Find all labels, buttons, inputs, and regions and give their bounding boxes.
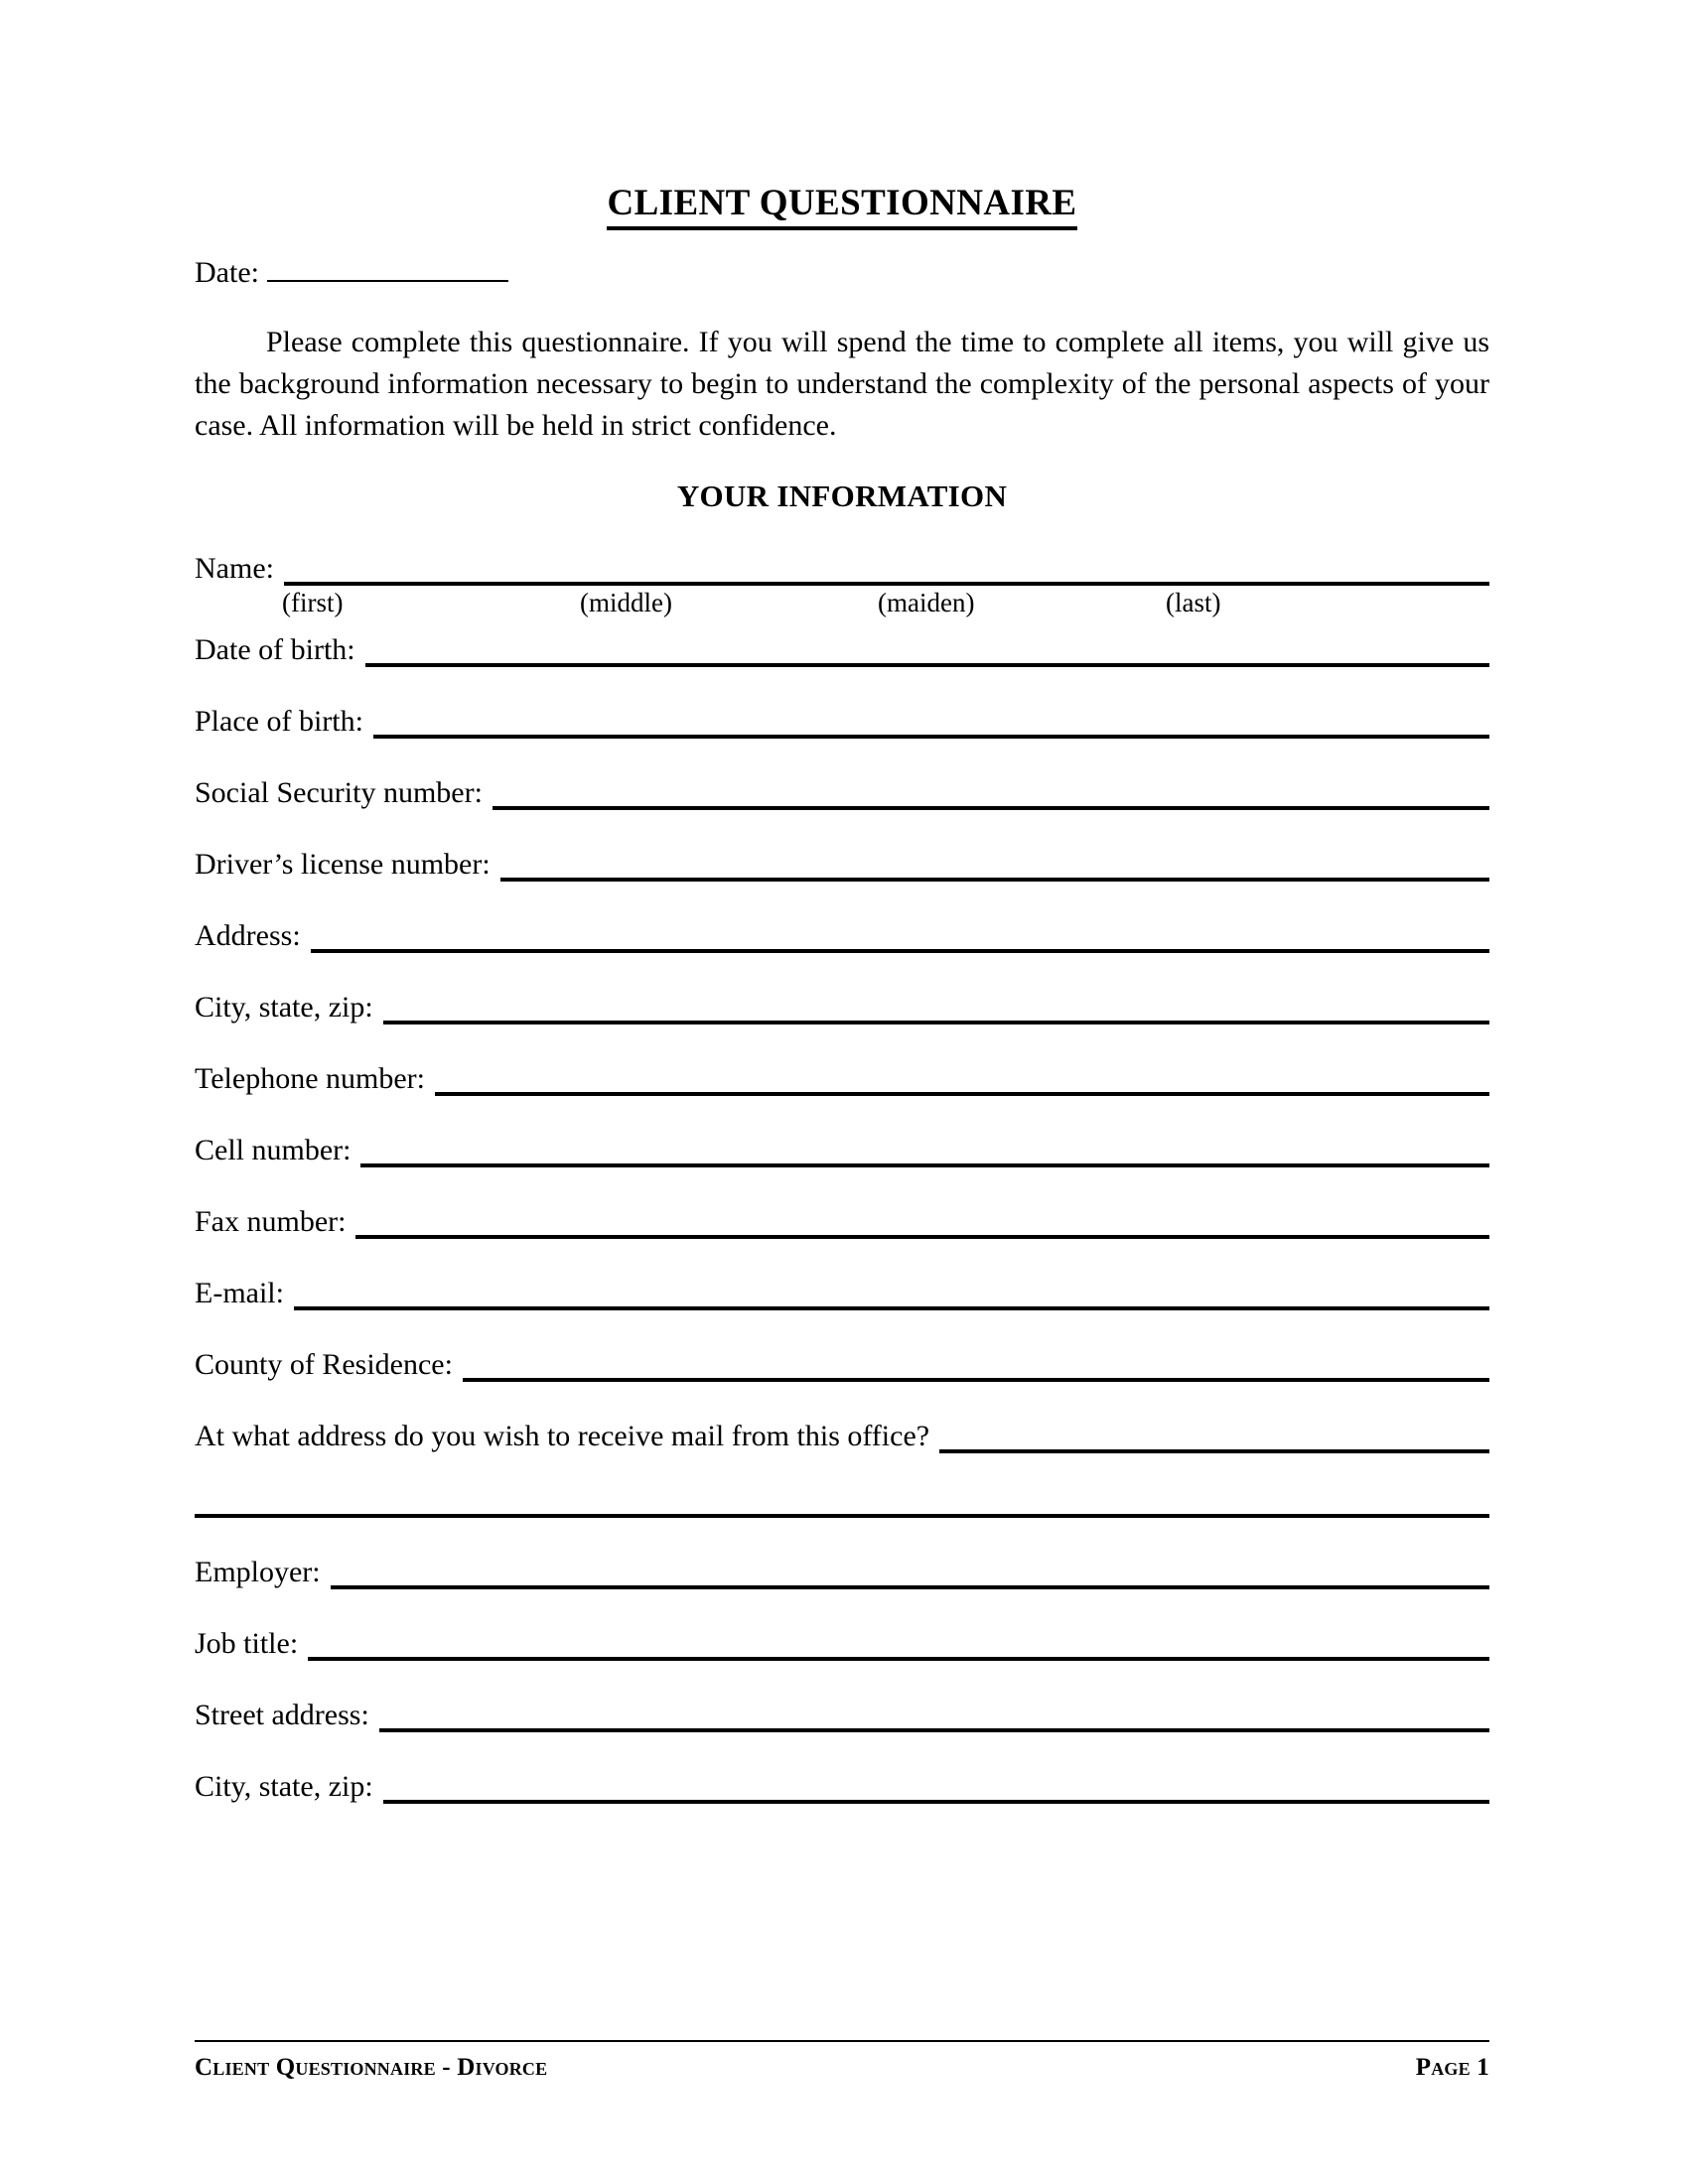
field-label-employer-employer: Employer:	[195, 1556, 321, 1588]
name-sub-labels	[195, 586, 1489, 625]
date-label: Date:	[195, 256, 259, 289]
spacer	[195, 514, 1489, 544]
spacer	[195, 1589, 1489, 1619]
field-row-employer-street-address	[195, 1691, 1489, 1732]
field-row-social-security-number	[195, 768, 1489, 810]
field-list	[195, 625, 1489, 1483]
footer-page-number: Page 1	[1415, 2054, 1489, 2081]
field-row-address	[195, 911, 1489, 953]
field-row-city-state-zip	[195, 983, 1489, 1024]
name-sub-label-last: (last)	[1166, 588, 1221, 617]
field-row-employer-job-title	[195, 1619, 1489, 1661]
field-label-employer-street-address: Street address:	[195, 1699, 369, 1731]
page-footer	[195, 2040, 1489, 2082]
document-content	[195, 0, 1489, 2184]
spacer	[195, 1310, 1489, 1340]
field-input-at-what-address-do-you-wish-to-receive-m[interactable]	[939, 1422, 1489, 1453]
date-field-row	[195, 258, 1489, 288]
field-label-county-of-residence: County of Residence:	[195, 1348, 453, 1381]
field-row-fax-number	[195, 1197, 1489, 1239]
spacer	[195, 1453, 1489, 1483]
employer-field-list	[195, 1548, 1489, 1804]
field-label-driver-s-license-number: Driver’s license number:	[195, 848, 491, 881]
page-title-text: CLIENT QUESTIONNAIRE	[607, 183, 1076, 230]
field-input-name[interactable]	[284, 554, 1489, 586]
spacer	[195, 882, 1489, 911]
intro-paragraph: Please complete this questionnaire. If you will spend the time to complete all items, you will give us the background information necessary to begin to understand the complexity of the personal aspects of your case. All information will be held in strict confidence.	[195, 326, 1489, 442]
field-input-city-state-zip[interactable]	[383, 993, 1489, 1024]
footer-document-name: Client Questionnaire - Divorce	[195, 2054, 548, 2081]
spacer	[195, 1167, 1489, 1197]
field-input-county-of-residence[interactable]	[463, 1350, 1489, 1382]
field-input-cell-number[interactable]	[360, 1136, 1489, 1167]
name-sub-label-maiden: (maiden)	[878, 588, 975, 617]
field-label-date-of-birth: Date of birth:	[195, 633, 355, 666]
date-input-rule[interactable]	[267, 258, 508, 282]
field-input-telephone-number[interactable]	[435, 1064, 1489, 1096]
field-label-address: Address:	[195, 919, 301, 952]
spacer	[195, 739, 1489, 768]
field-row-telephone-number	[195, 1054, 1489, 1096]
spacer	[195, 810, 1489, 840]
spacer	[195, 667, 1489, 697]
field-row-e-mail	[195, 1269, 1489, 1310]
spacer	[195, 1483, 1489, 1513]
field-input-employer-employer[interactable]	[331, 1558, 1489, 1589]
page-title	[195, 0, 1489, 221]
field-input-e-mail[interactable]	[294, 1279, 1489, 1310]
field-label-at-what-address-do-you-wish-to-receive-m: At what address do you wish to receive mail from this office?	[195, 1420, 930, 1452]
field-row-place-of-birth	[195, 697, 1489, 739]
field-label-place-of-birth: Place of birth:	[195, 705, 363, 738]
field-row-cell-number	[195, 1126, 1489, 1167]
field-label-city-state-zip: City, state, zip:	[195, 991, 373, 1024]
field-label-telephone-number: Telephone number:	[195, 1062, 425, 1095]
field-input-address[interactable]	[311, 921, 1489, 953]
spacer	[195, 953, 1489, 983]
field-input-social-security-number[interactable]	[492, 778, 1489, 810]
field-label-employer-job-title: Job title:	[195, 1627, 299, 1660]
field-row-driver-s-license-number	[195, 840, 1489, 882]
name-sub-label-first: (first)	[282, 588, 344, 617]
field-row-date-of-birth	[195, 625, 1489, 667]
field-label-cell-number: Cell number:	[195, 1134, 352, 1166]
section-heading-your-information: YOUR INFORMATION	[676, 478, 1008, 513]
spacer	[195, 1518, 1489, 1548]
field-label-fax-number: Fax number:	[195, 1205, 347, 1238]
field-row-employer-city-state-zip	[195, 1762, 1489, 1804]
field-label-social-security-number: Social Security number:	[195, 776, 483, 809]
field-input-fax-number[interactable]	[355, 1207, 1489, 1239]
field-row-at-what-address-do-you-wish-to-receive-m	[195, 1412, 1489, 1453]
spacer	[195, 1239, 1489, 1269]
field-input-employer-city-state-zip[interactable]	[383, 1772, 1489, 1804]
field-input-driver-s-license-number[interactable]	[500, 850, 1489, 882]
field-input-employer-job-title[interactable]	[308, 1629, 1489, 1661]
spacer	[195, 1661, 1489, 1691]
field-row-name	[195, 544, 1489, 586]
spacer	[195, 1382, 1489, 1412]
field-row-county-of-residence	[195, 1340, 1489, 1382]
spacer	[195, 1024, 1489, 1054]
spacer	[195, 1732, 1489, 1762]
field-label-employer-city-state-zip: City, state, zip:	[195, 1770, 373, 1803]
spacer	[195, 1096, 1489, 1126]
name-sub-label-middle: (middle)	[580, 588, 672, 617]
field-label-e-mail: E-mail:	[195, 1277, 284, 1309]
field-input-employer-street-address[interactable]	[379, 1701, 1489, 1732]
field-label-name: Name:	[195, 552, 274, 585]
field-row-employer-employer	[195, 1548, 1489, 1589]
field-input-place-of-birth[interactable]	[373, 707, 1489, 739]
field-input-date-of-birth[interactable]	[365, 635, 1489, 667]
